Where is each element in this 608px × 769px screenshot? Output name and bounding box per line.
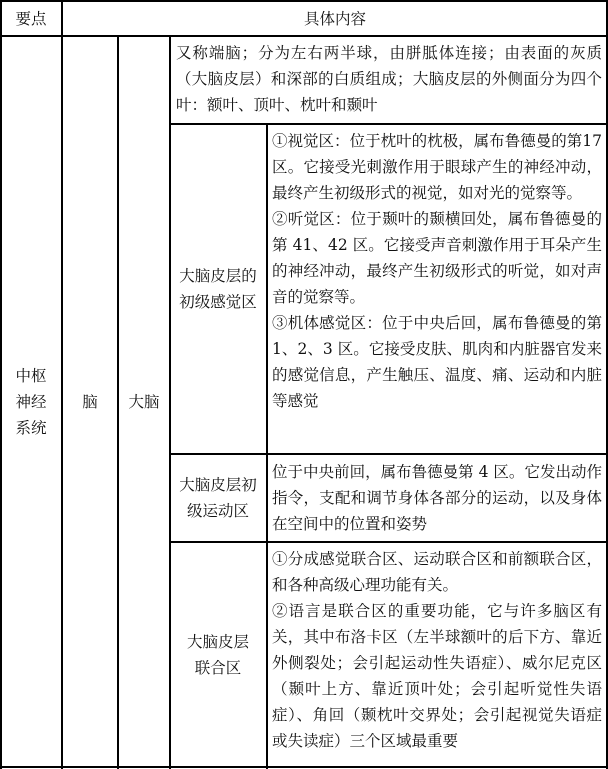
motor-bottom-border xyxy=(170,541,608,543)
col3-divider xyxy=(169,35,171,769)
table-bottom-border xyxy=(0,766,608,768)
organ-label: 脑 xyxy=(82,392,98,411)
association-label-line-2: 联合区 xyxy=(194,658,242,677)
sensory-item-somatic: ③机体感觉区：位于中央后回，属布鲁德曼的第 1、2、3 区。它接受皮肤、肌肉和内脏器官发来的感觉信息，产生触压、温度、痛、运动和内脏等感觉 xyxy=(272,314,602,410)
motor-content: 位于中央前回，属布鲁德曼第 4 区。它发出动作指令，支配和调节身体各部分的运动，以及身体在空间中的位置和姿势 xyxy=(272,463,602,533)
sensory-item-auditory: ②听觉区：位于颞叶的颞横回处，属布鲁德曼的第 41、42 区。它接受声音刺激作用于耳朵产生的神经冲动，最终产生初级形式的听觉，如对声音的觉察等。 xyxy=(272,210,602,306)
association-item-areas: ①分成感觉联合区、运动联合区和前额联合区，和各种高级心理功能有关。 xyxy=(272,550,602,594)
col4-divider xyxy=(266,123,268,769)
sensory-content xyxy=(272,128,602,454)
system-line-1: 中枢 xyxy=(15,366,47,385)
system-line-3: 系统 xyxy=(15,418,47,437)
motor-label-line-1: 大脑皮层初 xyxy=(179,476,257,494)
table-left-border xyxy=(0,0,2,769)
header-content: 具体内容 xyxy=(303,10,366,28)
association-content xyxy=(272,546,602,766)
sensory-label-line-2: 初级感觉区 xyxy=(179,293,257,311)
part-label: 大脑 xyxy=(128,392,160,411)
header-bottom-border xyxy=(0,35,608,37)
association-item-language: ②语言是联合区的重要功能，它与许多脑区有关，其中布洛卡区（左半球额叶的后下方、靠近外侧裂处；会引起运动性失语症）、威尔尼克区（颞叶上方、靠近顶叶处；会引起听觉性失语症）、角回（颞枕叶交界处；会引起视觉失语症或失读症）三个区域最重要 xyxy=(272,602,602,750)
table-top-border xyxy=(0,0,608,2)
association-label-line-1: 大脑皮层 xyxy=(186,632,249,651)
sensory-label xyxy=(170,124,266,454)
sensory-label-line-1: 大脑皮层的 xyxy=(179,267,257,285)
col2-divider xyxy=(117,35,119,769)
intro-bottom-border xyxy=(170,123,608,125)
intro-text: 又称端脑；分为左右两半球，由胼胝体连接；由表面的灰质（大脑皮层）和深部的白质组成；大脑皮层的外侧面分为四个叶：额叶、顶叶、枕叶和颞叶 xyxy=(176,44,602,114)
association-label xyxy=(170,542,266,767)
col1-divider xyxy=(61,0,63,769)
table-right-border xyxy=(606,0,608,769)
system-label xyxy=(0,36,62,767)
system-line-2: 神经 xyxy=(15,392,47,411)
sensory-item-visual: ①视觉区：位于枕叶的枕极，属布鲁德曼的第17区。它接受光刺激作用于眼球产生的神经冲动，最终产生初级形式的视觉，如对光的觉察等。 xyxy=(272,132,602,202)
sensory-bottom-border xyxy=(170,453,608,455)
header-key-point: 要点 xyxy=(15,10,47,28)
motor-label-line-2: 级运动区 xyxy=(186,502,249,520)
motor-label xyxy=(170,454,266,542)
